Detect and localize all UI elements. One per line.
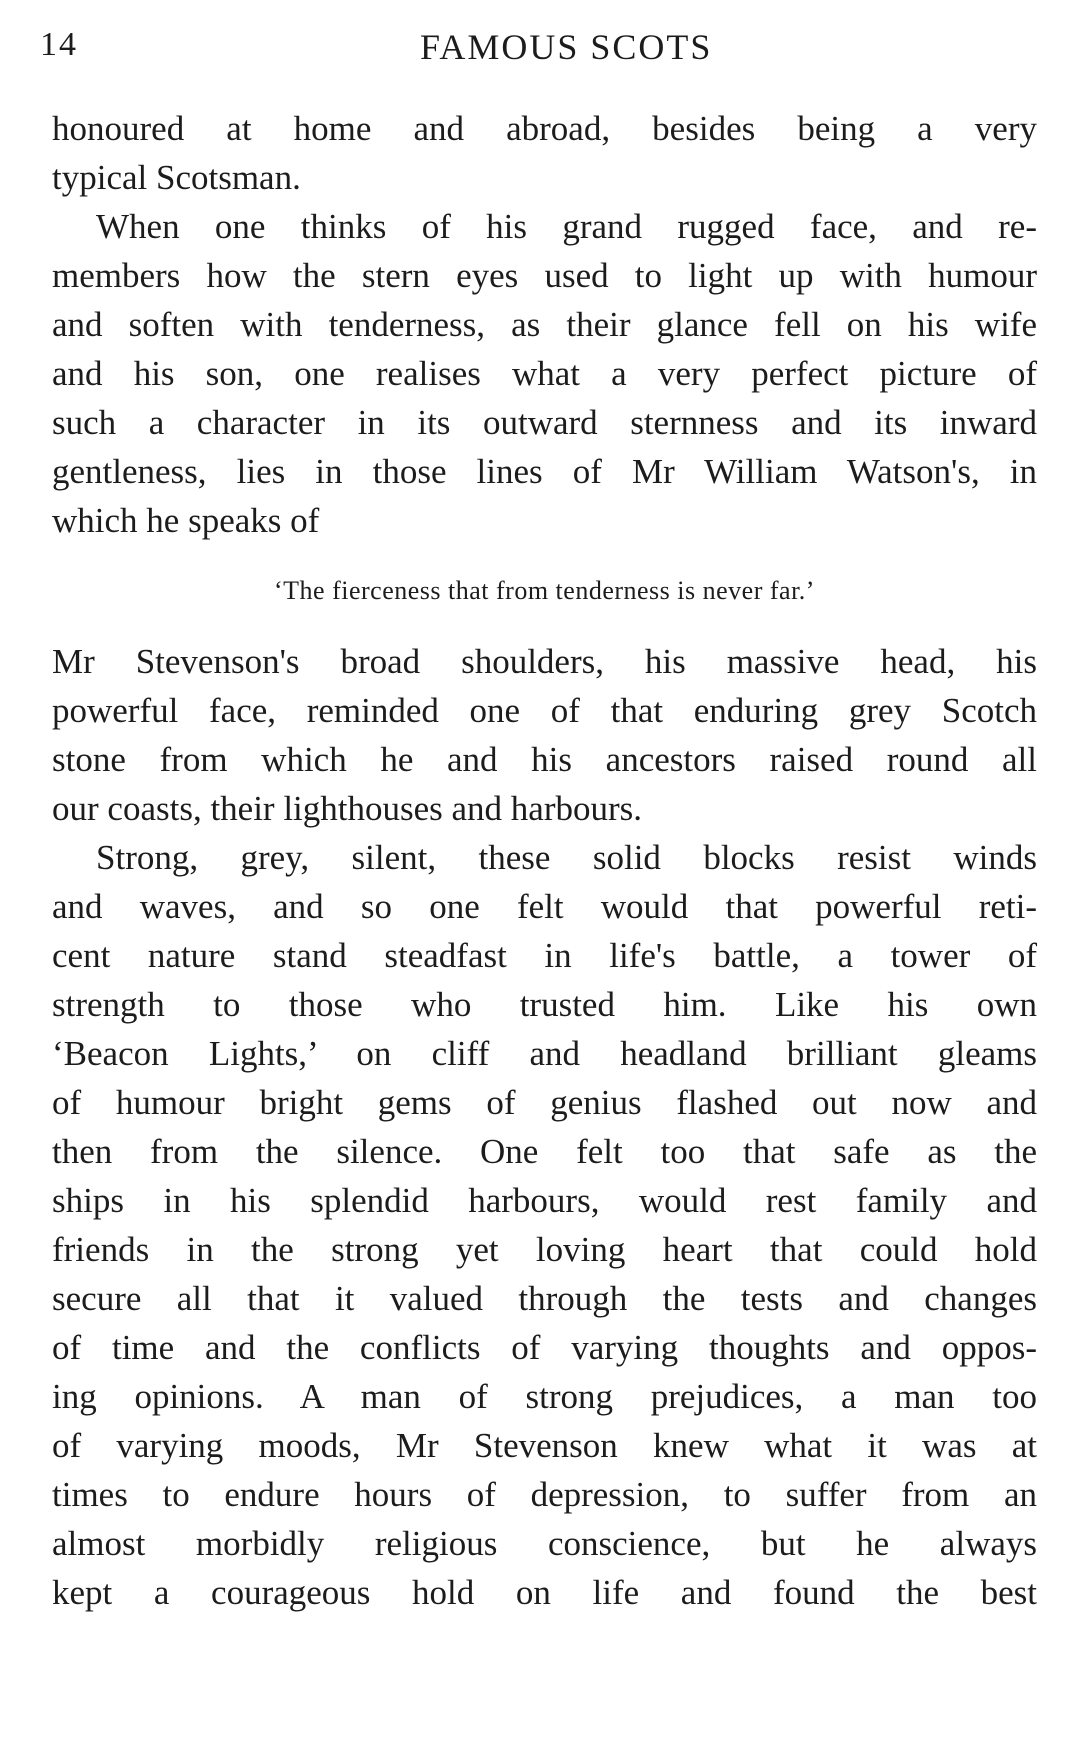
text-line: honoured at home and abroad, besides being a very (52, 109, 1037, 148)
text-line: friends in the strong yet loving heart that could hold (52, 1230, 1037, 1269)
text-line: which he speaks of (52, 501, 320, 540)
text-line: stone from which he and his ancestors raised round all (52, 740, 1037, 779)
page-number: 14 (40, 26, 78, 63)
text-line: gentleness, lies in those lines of Mr William Watson's, in (52, 452, 1037, 491)
body-text (52, 104, 1037, 1617)
page-header (40, 22, 1040, 82)
text-line: our coasts, their lighthouses and harbours. (52, 789, 643, 828)
text-line: and waves, and so one felt would that powerful reti- (52, 887, 1037, 926)
text-line: and his son, one realises what a very perfect picture of (52, 354, 1037, 393)
text-line: ships in his splendid harbours, would rest family and (52, 1181, 1037, 1220)
text-line: When one thinks of his grand rugged face, and re- (96, 207, 1037, 246)
text-line: such a character in its outward sternness and its inward (52, 403, 1037, 442)
text-line: powerful face, reminded one of that enduring grey Scotch (52, 691, 1037, 730)
block-quote: ‘The fierceness that from tenderness is never far.’ (274, 576, 815, 605)
paragraph-2 (52, 202, 1037, 545)
text-line: cent nature stand steadfast in life's battle, a tower of (52, 936, 1037, 975)
text-line: of time and the conflicts of varying thoughts and oppos- (52, 1328, 1037, 1367)
text-line: then from the silence. One felt too that safe as the (52, 1132, 1037, 1171)
text-line: of varying moods, Mr Stevenson knew what it was at (52, 1426, 1037, 1465)
text-line: secure all that it valued through the tests and changes (52, 1279, 1037, 1318)
text-line: strength to those who trusted him. Like his own (52, 985, 1037, 1024)
text-line: typical Scotsman. (52, 158, 301, 197)
text-line: almost morbidly religious conscience, but he always (52, 1524, 1037, 1563)
paragraph-4 (52, 833, 1037, 1617)
text-line: Strong, grey, silent, these solid blocks resist winds (96, 838, 1037, 877)
text-line: kept a courageous hold on life and found the best (52, 1573, 1037, 1612)
text-line: times to endure hours of depression, to suffer from an (52, 1475, 1037, 1514)
text-line: and soften with tenderness, as their glance fell on his wife (52, 305, 1037, 344)
text-line: ing opinions. A man of strong prejudices, a man too (52, 1377, 1037, 1416)
text-line: Mr Stevenson's broad shoulders, his massive head, his (52, 642, 1037, 681)
running-title: FAMOUS SCOTS (420, 27, 713, 67)
paragraph-1 (52, 104, 1037, 202)
text-line: members how the stern eyes used to light up with humour (52, 256, 1037, 295)
text-line: ‘Beacon Lights,’ on cliff and headland brilliant gleams (52, 1034, 1037, 1073)
text-line: of humour bright gems of genius flashed out now and (52, 1083, 1037, 1122)
paragraph-3 (52, 637, 1037, 833)
